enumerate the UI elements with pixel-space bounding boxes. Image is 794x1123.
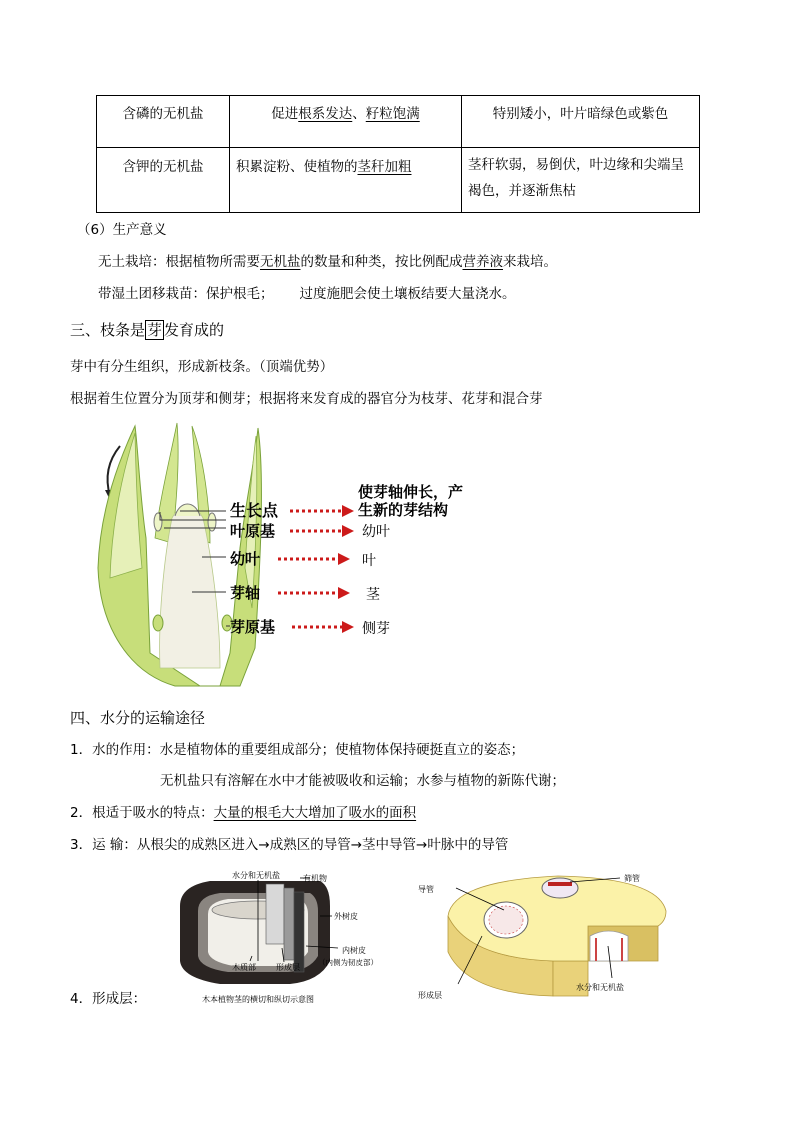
nutrient-table	[96, 95, 700, 213]
bud-primordium	[153, 615, 163, 631]
label-cambium: 形成层	[418, 991, 442, 1000]
vessel-diagram	[408, 866, 708, 1008]
label-cambium: 形成层	[276, 963, 300, 972]
table-cell-symptom: 特别矮小，叶片暗绿色或紫色	[462, 96, 700, 148]
label-xylem: 木质部	[232, 963, 256, 972]
label-water-minerals: 水分和无机盐	[232, 871, 280, 880]
section-6-heading: （6）生产意义	[77, 222, 167, 238]
label-leaf-primordium: 叶原基	[230, 522, 276, 540]
table-row	[97, 96, 700, 148]
section-4-title: 四、水分的运输途径	[70, 709, 206, 727]
section-4-item-1b: 无机盐只有溶解在水中才能被吸收和运输；水参与植物的新陈代谢；	[160, 773, 565, 789]
result-growing-point-1: 使芽轴伸长，产	[358, 483, 464, 501]
bud-structure-diagram	[80, 418, 520, 693]
section-3-line-2: 根据着生位置分为顶芽和侧芽；根据将来发育成的器官分为枝芽、花芽和混合芽	[70, 391, 543, 407]
section-4-item-1a: 1．水的作用：水是植物体的重要组成部分；使植物体保持硬挺直立的姿态；	[70, 742, 525, 758]
label-organic-matter: 有机物	[303, 874, 327, 883]
label-vessel: 导管	[418, 885, 434, 894]
label-growing-point: 生长点	[230, 501, 279, 520]
section-3-title: 三、枝条是 芽 发育成的	[70, 321, 225, 339]
result-leaf: 叶	[362, 553, 376, 569]
arrow-icon	[342, 525, 354, 537]
vessel	[489, 906, 523, 934]
transplant-line: 带湿土团移栽苗：保护根毛； 过度施肥会使土壤板结要大量浇水。	[98, 286, 516, 302]
table-cell-function: 促进根系发达、籽粒饱满	[230, 96, 462, 148]
table-cell-function: 积累淀粉、使植物的茎秆加粗	[230, 148, 462, 213]
label-inner-bark: 内树皮	[342, 946, 366, 955]
diagram-caption: 木本植物茎的横切和纵切示意图	[202, 995, 314, 1004]
section-4-item-2: 2．根适于吸水的特点：大量的根毛大大增加了吸水的面积	[70, 805, 417, 821]
section-4-item-3: 3．运 输：从根尖的成熟区进入→成熟区的导管→茎中导管→叶脉中的导管	[70, 837, 509, 853]
table-row	[97, 148, 700, 213]
label-bud-axis: 芽轴	[230, 584, 261, 602]
arrow-icon	[338, 553, 350, 565]
table-cell-nutrient: 含钾的无机盐	[97, 148, 230, 213]
growing-point	[175, 504, 200, 516]
table-cell-symptom: 茎秆软弱，易倒伏，叶边缘和尖端呈 褐色，并逐渐焦枯	[462, 148, 700, 213]
result-lateral-bud: 侧芽	[362, 621, 390, 637]
result-young-leaf: 幼叶	[362, 524, 390, 540]
leaf-primordium	[154, 513, 162, 531]
arrow-icon	[342, 621, 354, 633]
sieve-tube	[542, 878, 578, 898]
label-outer-bark: 外树皮	[334, 912, 358, 921]
arrow-icon	[342, 505, 354, 517]
section-3-line-1: 芽中有分生组织，形成新枝条。（顶端优势）	[70, 359, 334, 375]
hydroponics-line: 无土栽培：根据植物所需要无机盐的数量和种类，按比例配成营养液来栽培。	[98, 254, 557, 270]
label-phloem-note: （内侧为韧皮部）	[318, 958, 378, 967]
section-4-item-4: 4．形成层：	[70, 991, 147, 1007]
label-bud-primordium: 芽原基	[230, 618, 276, 636]
table-cell-nutrient: 含磷的无机盐	[97, 96, 230, 148]
arrow-icon	[338, 587, 350, 599]
result-stem: 茎	[366, 587, 380, 603]
label-young-leaf: 幼叶	[230, 550, 261, 568]
label-water-minerals: 水分和无机盐	[576, 983, 624, 992]
label-sieve-tube: 筛管	[624, 874, 640, 883]
result-growing-point-2: 生新的芽结构	[358, 501, 449, 519]
woody-stem-diagram	[170, 866, 400, 1006]
